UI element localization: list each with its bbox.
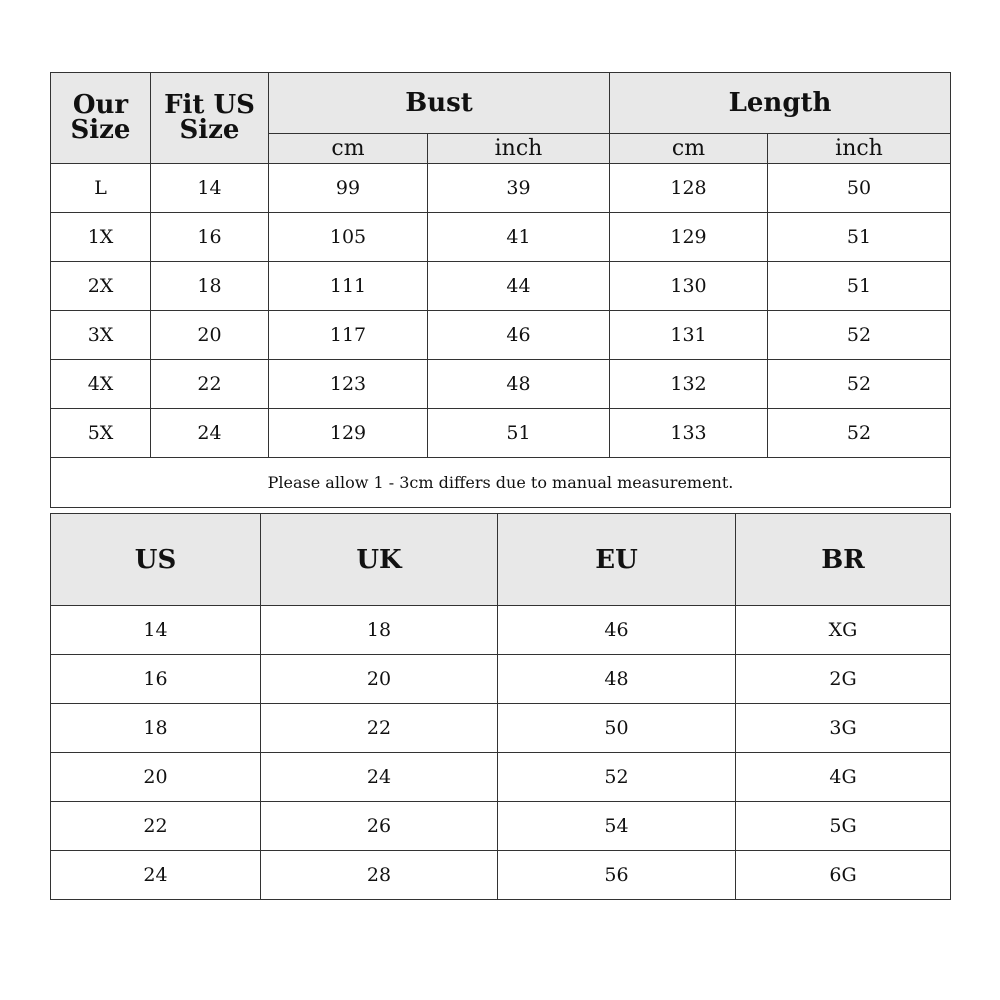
table-row [51,262,951,311]
header-us: US [51,514,261,606]
table-cell: 5X [51,409,151,458]
table-cell: 18 [51,704,261,753]
table-cell: 22 [151,360,269,409]
header-length-cm: cm [610,134,768,164]
measurement-note: Please allow 1 - 3cm differs due to manual measurement. [51,458,951,508]
table-cell: 20 [51,753,261,802]
table-cell: 48 [428,360,610,409]
header-fit-us-size-label: Fit US Size [164,90,255,145]
table-cell: 51 [428,409,610,458]
table-cell: 16 [51,655,261,704]
table-cell: 18 [151,262,269,311]
table-cell: 50 [498,704,736,753]
table-row [51,213,951,262]
table-cell: 129 [269,409,428,458]
table-cell: 22 [51,802,261,851]
table-cell: 1X [51,213,151,262]
table-cell: 4G [736,753,951,802]
header-bust: Bust [269,73,610,134]
table-cell: 14 [151,164,269,213]
table-cell: 24 [51,851,261,900]
table-cell: 46 [428,311,610,360]
table-cell: 130 [610,262,768,311]
table-cell: L [51,164,151,213]
header-br: BR [736,514,951,606]
table-row [51,360,951,409]
table-row [51,851,951,900]
table-cell: 3X [51,311,151,360]
header-uk: UK [261,514,498,606]
table-cell: 16 [151,213,269,262]
table-row [51,704,951,753]
table-cell: 105 [269,213,428,262]
conversion-table-body [51,606,951,900]
table-cell: XG [736,606,951,655]
table-cell: 111 [269,262,428,311]
table-cell: 4X [51,360,151,409]
table-cell: 52 [498,753,736,802]
table-row [51,164,951,213]
table-row [51,655,951,704]
table-cell: 3G [736,704,951,753]
header-our-size-label: Our Size [70,90,131,145]
header-bust-cm: cm [269,134,428,164]
table-row [51,311,951,360]
table-row [51,606,951,655]
table-cell: 5G [736,802,951,851]
table-cell: 50 [768,164,951,213]
header-fit-us-size [151,73,269,164]
header-eu: EU [498,514,736,606]
header-length-inch: inch [768,134,951,164]
table-cell: 128 [610,164,768,213]
table-cell: 129 [610,213,768,262]
table-cell: 14 [51,606,261,655]
table-cell: 132 [610,360,768,409]
table-cell: 22 [261,704,498,753]
table-cell: 20 [261,655,498,704]
table-row [51,753,951,802]
table-cell: 133 [610,409,768,458]
table-cell: 41 [428,213,610,262]
table-cell: 28 [261,851,498,900]
table-cell: 123 [269,360,428,409]
table-cell: 2X [51,262,151,311]
table-cell: 99 [269,164,428,213]
table-cell: 18 [261,606,498,655]
table-cell: 117 [269,311,428,360]
table-cell: 26 [261,802,498,851]
table-cell: 24 [151,409,269,458]
size-chart-table [50,72,951,508]
size-table-body [51,164,951,458]
table-cell: 46 [498,606,736,655]
table-cell: 44 [428,262,610,311]
header-our-size [51,73,151,164]
table-cell: 52 [768,360,951,409]
table-cell: 54 [498,802,736,851]
header-length: Length [610,73,951,134]
table-cell: 52 [768,409,951,458]
table-cell: 56 [498,851,736,900]
table-cell: 48 [498,655,736,704]
size-conversion-table [50,513,951,900]
table-cell: 39 [428,164,610,213]
table-cell: 24 [261,753,498,802]
table-cell: 52 [768,311,951,360]
header-bust-inch: inch [428,134,610,164]
table-cell: 51 [768,213,951,262]
table-row [51,409,951,458]
table-cell: 131 [610,311,768,360]
table-cell: 51 [768,262,951,311]
table-row [51,802,951,851]
table-cell: 20 [151,311,269,360]
table-cell: 2G [736,655,951,704]
table-cell: 6G [736,851,951,900]
